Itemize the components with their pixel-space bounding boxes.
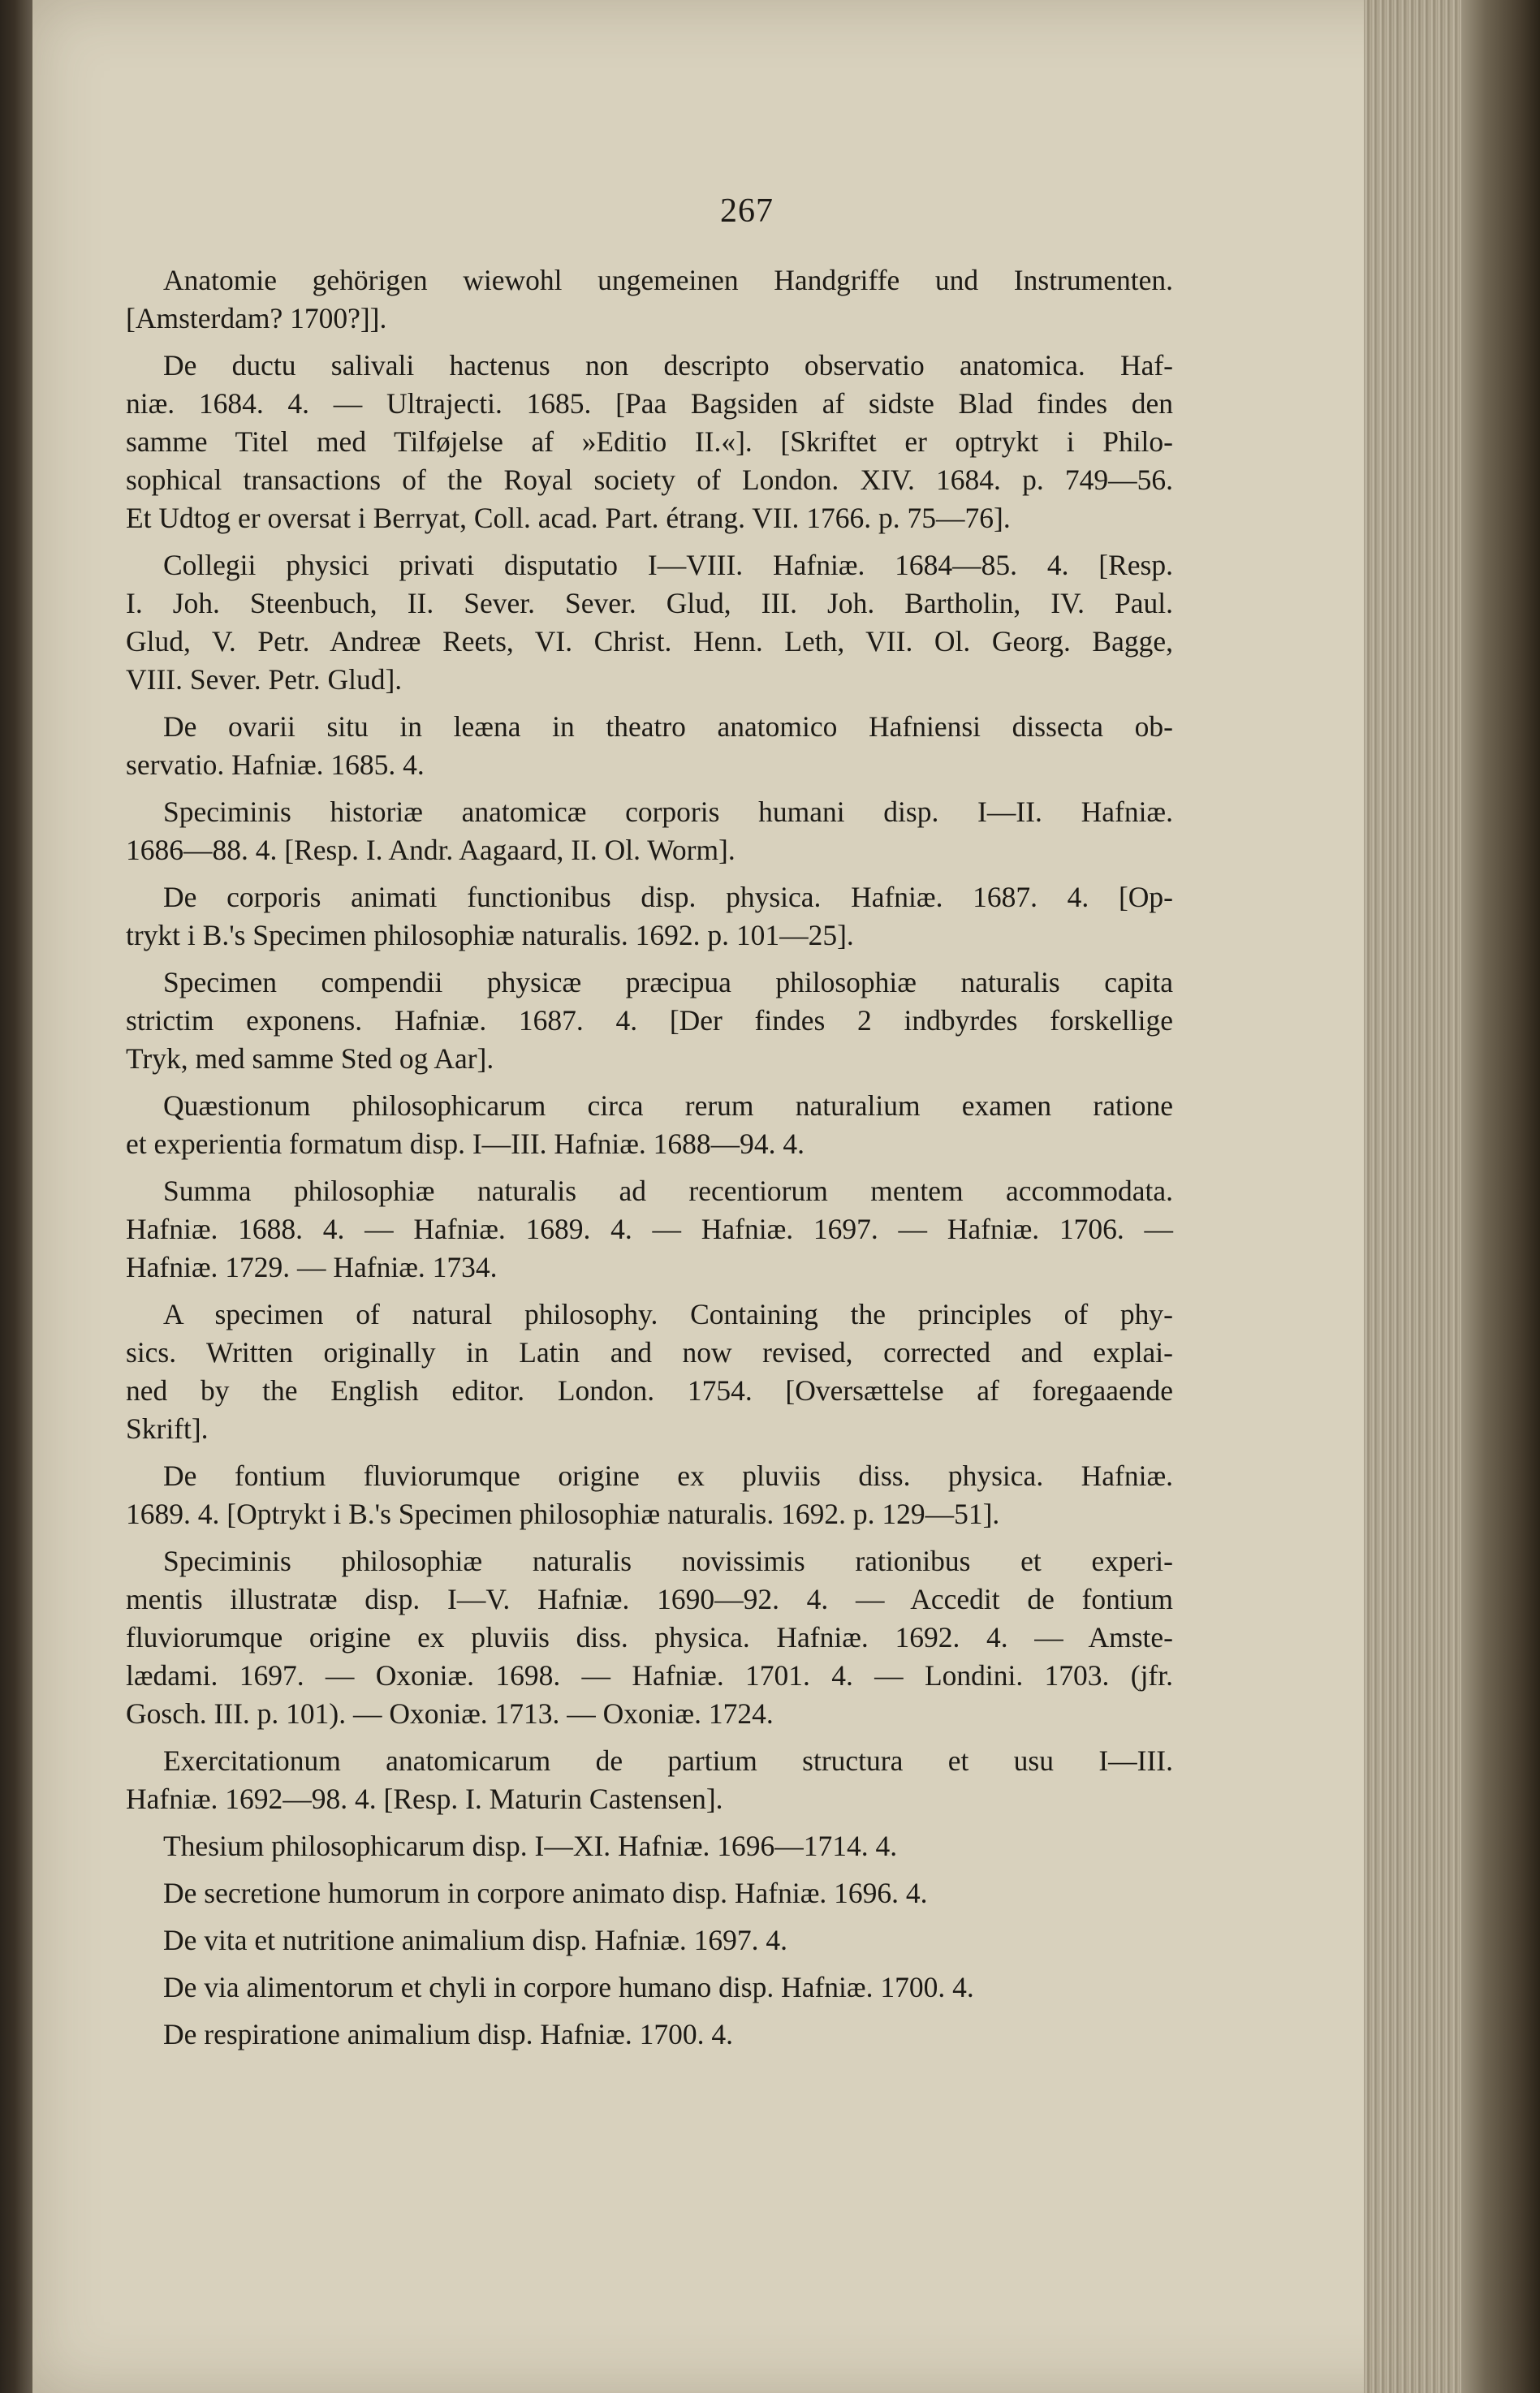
entry-line: Gosch. III. p. 101). — Oxoniæ. 1713. — Oxoniæ. 1724.	[126, 1697, 774, 1730]
entry-line: mentis illustratæ disp. I—V. Hafniæ. 1690—92. 4. — Accedit de fontium	[126, 1583, 1173, 1615]
page-edge	[1364, 0, 1461, 2393]
bibliography-entry	[126, 2016, 1173, 2054]
bibliography-entry	[126, 708, 1173, 784]
bibliography-entry	[126, 1968, 1173, 2007]
entry-line: Specimen compendii physicæ præcipua philosophiæ naturalis capita	[163, 966, 1173, 998]
entry-line: Collegii physici privati disputatio I—VIII. Hafniæ. 1684—85. 4. [Resp.	[163, 549, 1173, 581]
bibliography-entry	[126, 546, 1173, 699]
page-number: 267	[720, 192, 774, 230]
bibliography-list	[126, 261, 1173, 2063]
bibliography-entry	[126, 347, 1173, 537]
entry-line: Hafniæ. 1729. — Hafniæ. 1734.	[126, 1251, 498, 1283]
bibliography-entry	[126, 261, 1173, 338]
book-page	[32, 0, 1461, 2393]
entry-line: sophical transactions of the Royal society of London. XIV. 1684. p. 749—56.	[126, 464, 1173, 496]
entry-line: Quæstionum philosophicarum circa rerum naturalium examen ratione	[163, 1089, 1173, 1122]
bibliography-entry	[126, 1827, 1173, 1865]
entry-line: Hafniæ. 1688. 4. — Hafniæ. 1689. 4. — Hafniæ. 1697. — Hafniæ. 1706. —	[126, 1213, 1173, 1245]
entry-line: 1686—88. 4. [Resp. I. Andr. Aagaard, II. Ol. Worm].	[126, 834, 735, 866]
entry-line: 1689. 4. [Optrykt i B.'s Specimen philosophiæ naturalis. 1692. p. 129—51].	[126, 1498, 1000, 1530]
bibliography-entry	[126, 1457, 1173, 1533]
bibliography-entry	[126, 1921, 1173, 1960]
entry-line: sics. Written originally in Latin and now revised, corrected and explai-	[126, 1336, 1173, 1369]
entry-line: strictim exponens. Hafniæ. 1687. 4. [Der findes 2 indbyrdes forskellige	[126, 1004, 1173, 1037]
entry-line: De respiratione animalium disp. Hafniæ. 1700. 4.	[163, 2018, 733, 2050]
entry-line: fluviorumque origine ex pluviis diss. physica. Hafniæ. 1692. 4. — Amste-	[126, 1621, 1173, 1654]
bibliography-entry	[126, 1087, 1173, 1163]
entry-line: samme Titel med Tilføjelse af »Editio II.«]. [Skriftet er optrykt i Philo-	[126, 425, 1173, 458]
entry-line: Speciminis historiæ anatomicæ corporis humani disp. I—II. Hafniæ.	[163, 796, 1173, 828]
entry-line: Anatomie gehörigen wiewohl ungemeinen Handgriffe und Instrumenten.	[163, 264, 1173, 296]
entry-line: Thesium philosophicarum disp. I—XI. Hafniæ. 1696—1714. 4.	[163, 1830, 898, 1862]
entry-line: De secretione humorum in corpore animato disp. Hafniæ. 1696. 4.	[163, 1877, 928, 1909]
bibliography-entry	[126, 1742, 1173, 1818]
entry-line: Exercitationum anatomicarum de partium structura et usu I—III.	[163, 1744, 1173, 1777]
entry-line: lædami. 1697. — Oxoniæ. 1698. — Hafniæ. 1701. 4. — Londini. 1703. (jfr.	[126, 1659, 1173, 1692]
entry-line: Glud, V. Petr. Andreæ Reets, VI. Christ. Henn. Leth, VII. Ol. Georg. Bagge,	[126, 625, 1173, 658]
entry-line: Hafniæ. 1692—98. 4. [Resp. I. Maturin Castensen].	[126, 1783, 723, 1815]
entry-line: Summa philosophiæ naturalis ad recentiorum mentem accommodata.	[163, 1175, 1173, 1207]
entry-line: De fontium fluviorumque origine ex pluviis diss. physica. Hafniæ.	[163, 1460, 1173, 1492]
entry-line: Skrift].	[126, 1412, 209, 1445]
bibliography-entry	[126, 793, 1173, 869]
entry-line: trykt i B.'s Specimen philosophiæ naturalis. 1692. p. 101—25].	[126, 919, 854, 951]
entry-line: servatio. Hafniæ. 1685. 4.	[126, 748, 425, 781]
entry-line: A specimen of natural philosophy. Containing the principles of phy-	[163, 1298, 1173, 1330]
bibliography-entry	[126, 964, 1173, 1078]
entry-line: De via alimentorum et chyli in corpore humano disp. Hafniæ. 1700. 4.	[163, 1971, 974, 2003]
entry-line: De ductu salivali hactenus non descripto observatio anatomica. Haf-	[163, 349, 1173, 382]
entry-line: De corporis animati functionibus disp. physica. Hafniæ. 1687. 4. [Op-	[163, 881, 1173, 913]
entry-line: et experientia formatum disp. I—III. Hafniæ. 1688—94. 4.	[126, 1128, 805, 1160]
entry-line: De ovarii situ in leæna in theatro anatomico Hafniensi dissecta ob-	[163, 710, 1173, 743]
entry-line: niæ. 1684. 4. — Ultrajecti. 1685. [Paa Bagsiden af sidste Blad findes den	[126, 387, 1173, 420]
entry-line: ned by the English editor. London. 1754. [Oversættelse af foregaaende	[126, 1374, 1173, 1407]
entry-line: Et Udtog er oversat i Berryat, Coll. acad. Part. étrang. VII. 1766. p. 75—76].	[126, 502, 1011, 534]
entry-line: VIII. Sever. Petr. Glud].	[126, 663, 403, 696]
entry-line: Tryk, med samme Sted og Aar].	[126, 1042, 494, 1075]
entry-line: I. Joh. Steenbuch, II. Sever. Sever. Glud, III. Joh. Bartholin, IV. Paul.	[126, 587, 1173, 619]
bibliography-entry	[126, 1542, 1173, 1733]
bibliography-entry	[126, 1874, 1173, 1912]
entry-line: De vita et nutritione animalium disp. Hafniæ. 1697. 4.	[163, 1924, 788, 1956]
bibliography-entry	[126, 878, 1173, 955]
bibliography-entry	[126, 1172, 1173, 1287]
entry-line: [Amsterdam? 1700?]].	[126, 302, 387, 334]
entry-line: Speciminis philosophiæ naturalis novissimis rationibus et experi-	[163, 1545, 1173, 1577]
bibliography-entry	[126, 1296, 1173, 1448]
